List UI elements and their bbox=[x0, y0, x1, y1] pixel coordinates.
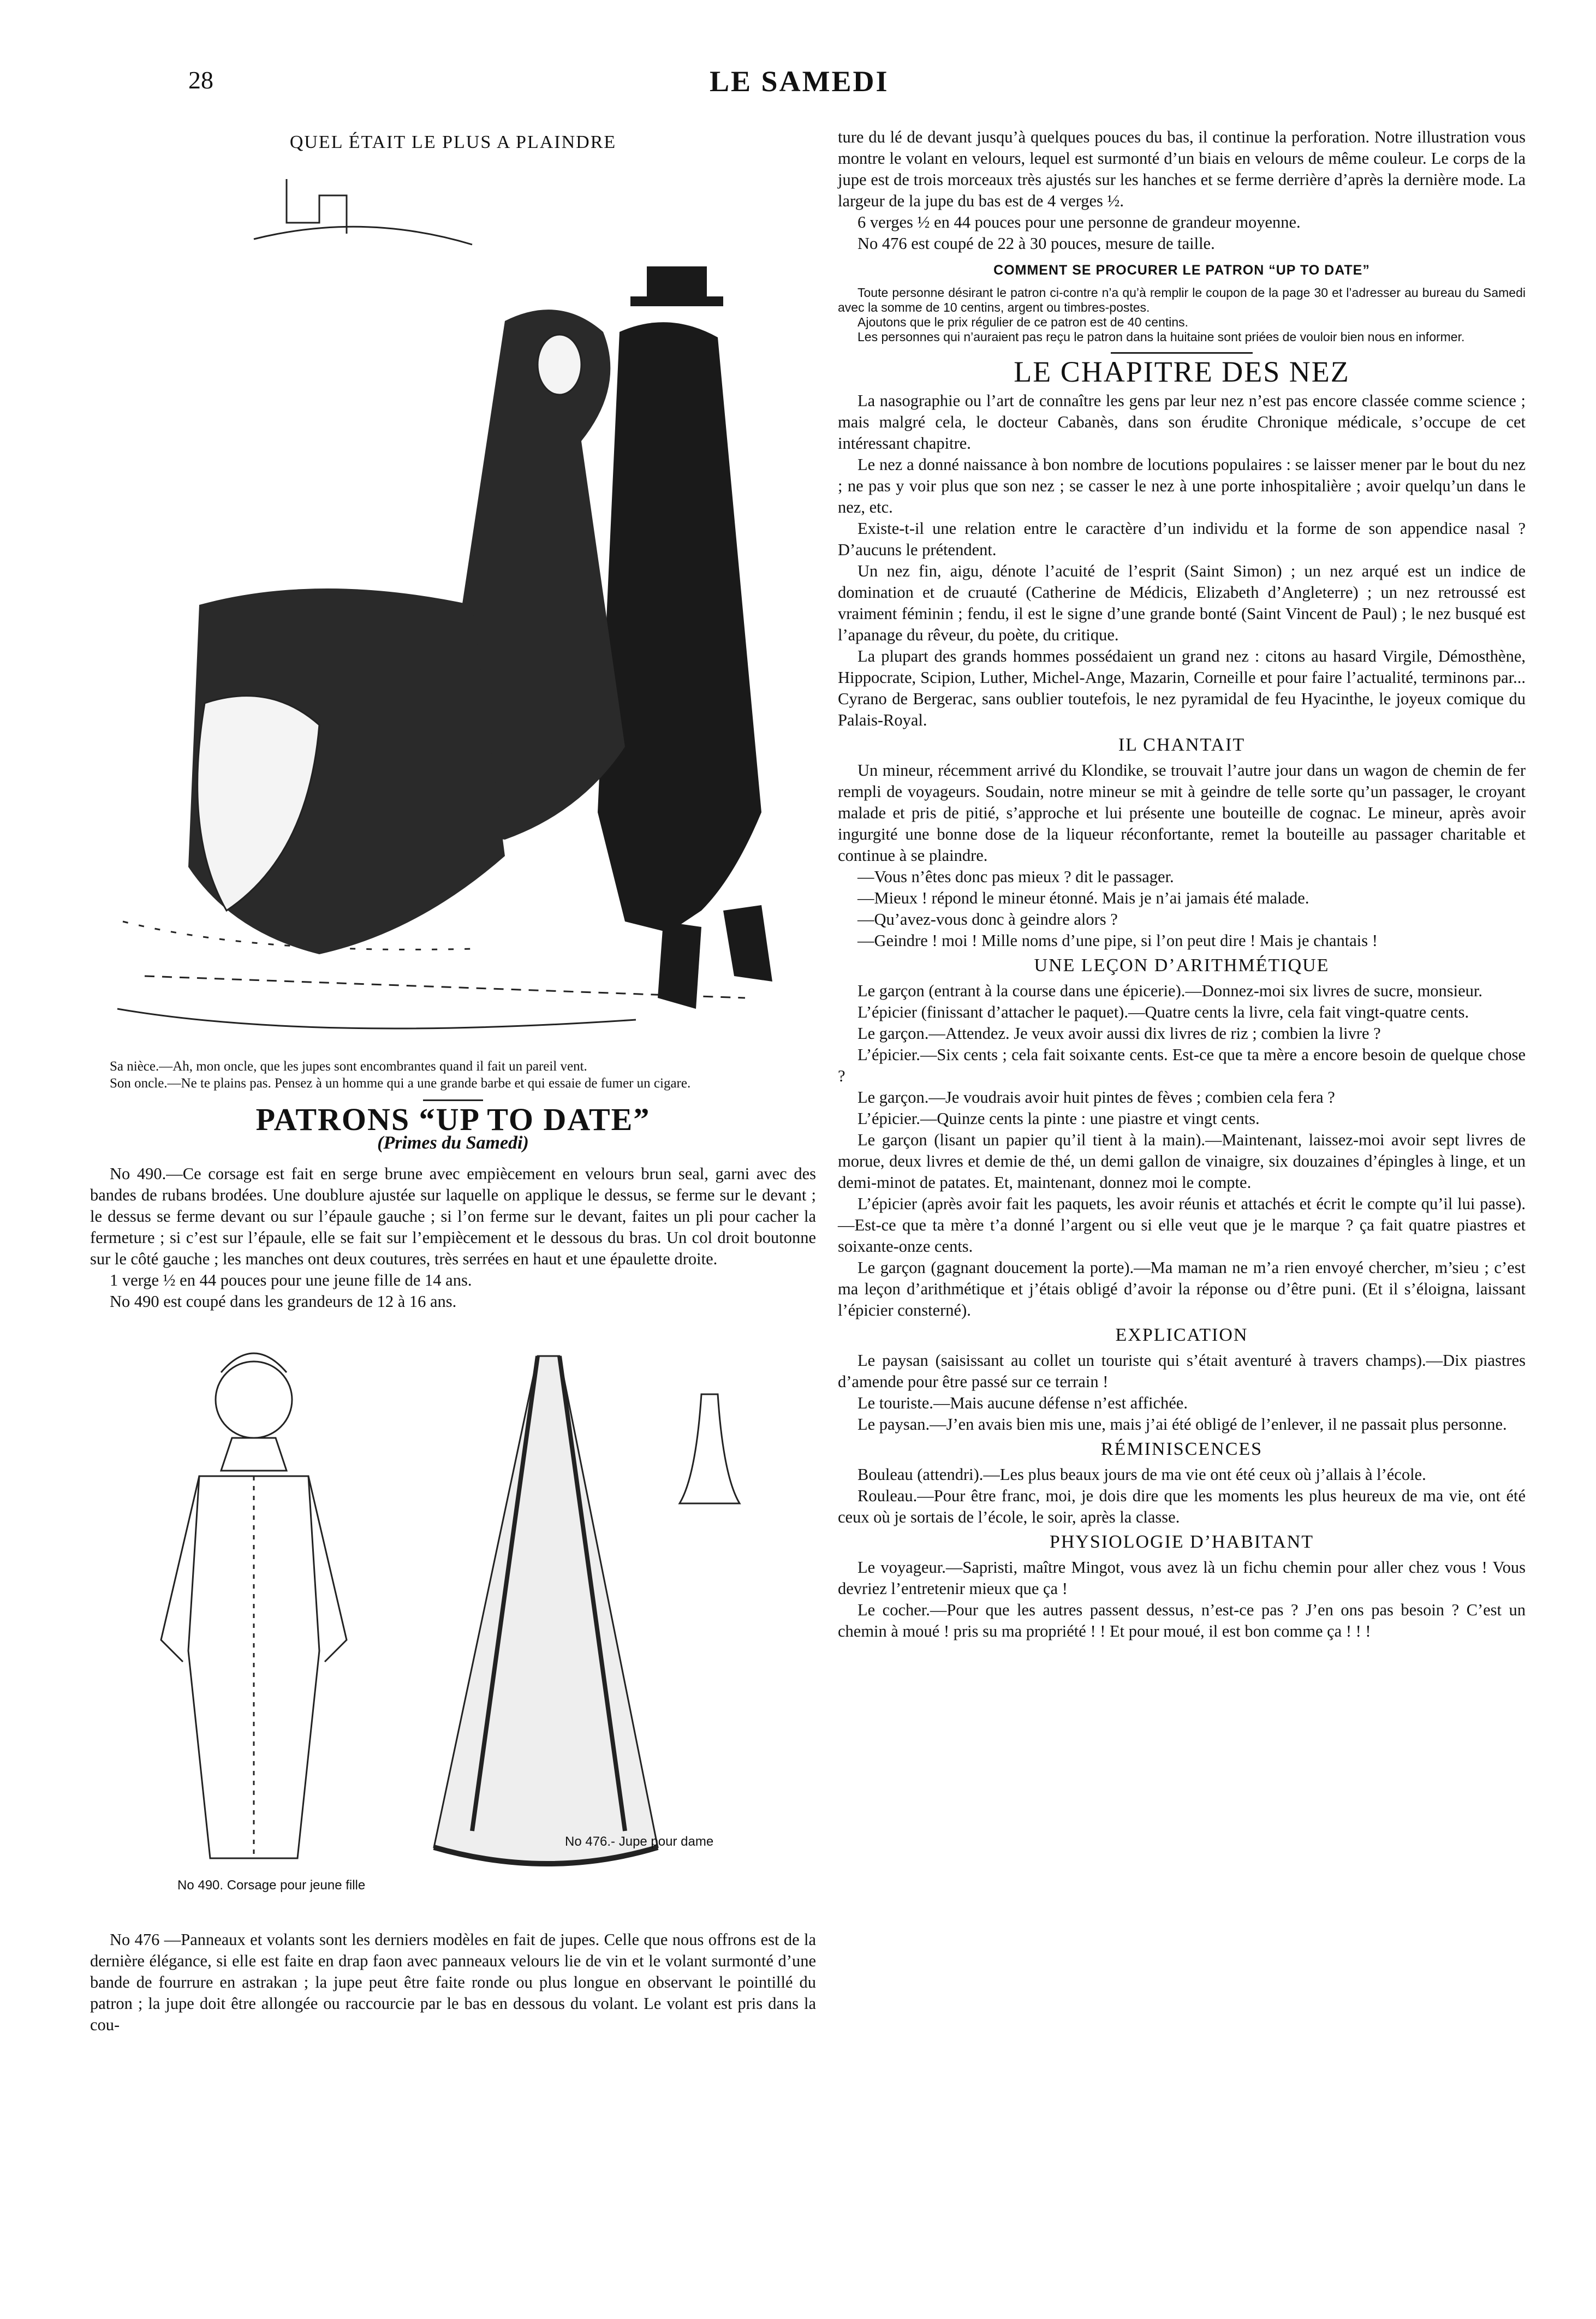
lecon-title: UNE LEÇON D’ARITHMÉTIQUE bbox=[1034, 955, 1330, 976]
how-to-order-title: COMMENT SE PROCURER LE PATRON “UP TO DATE” bbox=[993, 263, 1370, 278]
left-column bbox=[90, 128, 816, 2036]
illustration-caption-2: Son oncle.—Ne te plains pas. Pensez à un homme qui a une grande barbe et qui essaie de fumer un cigare. bbox=[110, 1076, 691, 1091]
chantait-paragraph: —Mieux ! répond le mineur étonné. Mais je n’ai jamais été malade. bbox=[857, 889, 1309, 907]
reminiscences-paragraph: Bouleau (attendri).—Les plus beaux jours de ma vie ont été ceux où j’allais à l’école. bbox=[857, 1465, 1426, 1484]
bodice-and-skirt-drawing bbox=[90, 1312, 816, 1902]
lecon-paragraph: Le garçon.—Je voudrais avoir huit pintes de fèves ; combien cela fera ? bbox=[857, 1088, 1335, 1107]
lecon-paragraph: Le garçon (gagnant doucement la porte).—Ma maman ne m’a rien envoyé chercher, m’sieu ; c’est ma leçon d’arithmétique et j’étais obligé d’avoir la réponse ou d’être puni. (Et il s’éloigna, laissant l’épicier consterné). bbox=[838, 1258, 1526, 1319]
lecon-paragraph: L’épicier (finissant d’attacher le paquet).—Quatre cents la livre, cela fait vingt-quatre cents. bbox=[857, 1003, 1469, 1021]
patrons-paragraph: No 490.—Ce corsage est fait en serge brune avec empiècement en velours brun seal, garni avec des bandes de rubans brodées. Une doublure ajustée sur laquelle on applique le dessus, se ferme sur le devant ; le dessus se ferme devant ou sur l’épaule gauche ; si l’on ferme sur le devant, faites un pli pour cacher la fermeture ; si c’est sur l’épaule, elle se fait sur l’empiècement et le dessous du bras. Un col droit boutonne sur le côté gauche ; les manches ont deux coutures, très serrées en haut et une épaulette droite. bbox=[90, 1164, 816, 1268]
explication-paragraph: Le touriste.—Mais aucune défense n’est affichée. bbox=[857, 1394, 1188, 1412]
winter-scene-illustration bbox=[90, 157, 816, 1063]
physiologie-paragraph: Le cocher.—Pour que les autres passent dessus, n’est-ce pas ? J’en ons pas besoin ? C’est un chemin à moué ! pris su ma propriété ! ! Et pour moué, il est bon comme ça ! ! ! bbox=[838, 1601, 1526, 1640]
illustration-caption-1: Sa nièce.—Ah, mon oncle, que les jupes sont encombrantes quand il fait un pareil vent. bbox=[110, 1059, 587, 1074]
illustration-title: QUEL ÉTAIT LE PLUS A PLAINDRE bbox=[289, 132, 617, 152]
pattern-sizes: No 476 est coupé de 22 à 30 pouces, mesure de taille. bbox=[857, 234, 1215, 253]
explication-title: EXPLICATION bbox=[1115, 1325, 1248, 1345]
figure-caption-476: No 476.- Jupe pour dame bbox=[565, 1834, 714, 1849]
lecon-paragraph: Le garçon.—Attendez. Je veux avoir aussi dix livres de riz ; combien la livre ? bbox=[857, 1024, 1381, 1043]
physiologie-title: PHYSIOLOGIE D’HABITANT bbox=[1049, 1532, 1314, 1552]
patrons-paragraph: No 476 —Panneaux et volants sont les derniers modèles en fait de jupes. Celle que nous offrons est de la dernière élégance, si elle est faite en drap faon avec panneaux velours lie de vin et le volant surmonté d’une bande de fourrure en astrakan ; la jupe peut être faite ronde ou plus longue en observant le pointillé du patron ; la jupe doit être allongée ou raccourcie par le bas en dessous du volant. Le volant est pris dans la cou- bbox=[90, 1930, 816, 2034]
chantait-paragraph: —Qu’avez-vous donc à geindre alors ? bbox=[857, 910, 1118, 929]
lecon-paragraph: Le garçon (entrant à la course dans une épicerie).—Donnez-moi six livres de sucre, monsieur. bbox=[857, 982, 1483, 1000]
patrons-paragraph: 1 verge ½ en 44 pouces pour une jeune fille de 14 ans. bbox=[110, 1271, 472, 1289]
pattern-yardage: 6 verges ½ en 44 pouces pour une personne de grandeur moyenne. bbox=[857, 213, 1301, 231]
nez-paragraph: Existe-t-il une relation entre le caractère d’un individu et la forme de son appendice nasal ? D’aucuns le prétendent. bbox=[838, 519, 1526, 559]
lecon-paragraph: L’épicier.—Quinze cents la pinte : une piastre et vingt cents. bbox=[857, 1109, 1260, 1128]
reminiscences-title: RÉMINISCENCES bbox=[1100, 1439, 1263, 1459]
masthead: LE SAMEDI bbox=[710, 65, 889, 98]
divider bbox=[423, 1099, 483, 1101]
patrons-title: PATRONS “UP TO DATE” bbox=[255, 1102, 651, 1137]
how-to-order-text: Les personnes qui n’auraient pas reçu le patron dans la huitaine sont priées de vouloir bien nous en informer. bbox=[857, 330, 1465, 344]
nez-paragraph: Le nez a donné naissance à bon nombre de locutions populaires : se laisser mener par le bout du nez ; ne pas y voir plus que son nez ; se casser le nez à une porte inhospitalière ; avoir quelqu’un dans le nez, etc. bbox=[838, 455, 1526, 516]
figure-caption-490: No 490. Corsage pour jeune fille bbox=[177, 1878, 366, 1893]
chantait-paragraph: Un mineur, récemment arrivé du Klondike, se trouvait l’autre jour dans un wagon de chemin de fer rempli de voyageurs. Soudain, notre mineur se mit à geindre de telle sorte qu’un passager, le croyant malade et pris de pitié, s’approche et lui présente une bouteille de cognac. Le mineur, après avoir ingurgité une bonne dose de la liqueur réconfortante, remet la bouteille au passager charitable et continue à se plaindre. bbox=[838, 761, 1526, 865]
explication-paragraph: Le paysan.—J’en avais bien mis une, mais j’ai été obligé de l’enlever, il ne passait plus personne. bbox=[857, 1415, 1507, 1434]
lecon-paragraph: Le garçon (lisant un papier qu’il tient à la main).—Maintenant, laissez-moi avoir sept livres de morue, deux livres et demie de thé, un demi gallon de vinaigre, six douzaines d’épingles à linge, et un demi-minot de patates. Et, maintenant, donnez moi le compte. bbox=[838, 1131, 1526, 1192]
pattern-continuation: ture du lé de devant jusqu’à quelques pouces du bas, il continue la perforation. Notre illustration vous montre le volant en velours, lequel est surmonté d’un biais en velours de même couleur. Le corps de la jupe est de trois morceaux très ajustés sur les hanches et se ferme derrière d’après la dernière mode. La largeur de la jupe du bas est de 4 verges ½. bbox=[838, 128, 1526, 210]
nez-paragraph: La plupart des grands hommes possédaient un grand nez : citons au hasard Virgile, Démosthène, Hippocrate, Scipion, Luther, Michel-Ange, Mazarin, Corneille et pour faire l’actualité, terminons par... Cyrano de Bergerac, sans oublier toutefois, le nez pyramidal de feu Hyacinthe, le joyeux comique du Palais-Royal. bbox=[838, 647, 1526, 729]
divider bbox=[1111, 352, 1253, 354]
chantait-paragraph: —Vous n’êtes donc pas mieux ? dit le passager. bbox=[857, 867, 1174, 886]
nez-title: LE CHAPITRE DES NEZ bbox=[1014, 355, 1350, 388]
patrons-paragraph: No 490 est coupé dans les grandeurs de 12 à 16 ans. bbox=[110, 1292, 457, 1311]
explication-paragraph: Le paysan (saisissant au collet un touriste qui s’était aventuré à travers champs).—Dix piastres d’amende pour être passé sur ce terrain ! bbox=[838, 1351, 1526, 1391]
lecon-paragraph: L’épicier (après avoir fait les paquets, les avoir réunis et attachés et écrit le compte qu’il lui passe).—Est-ce que ta mère t’a donné l’argent ou si elle veut que je le marque ? ça fait quatre piastres et soixante-onze cents. bbox=[838, 1194, 1526, 1256]
how-to-order-text: Ajoutons que le prix régulier de ce patron est de 40 centins. bbox=[857, 315, 1189, 329]
chantait-title: IL CHANTAIT bbox=[1118, 735, 1246, 755]
right-column bbox=[838, 127, 1526, 1642]
page-number: 28 bbox=[188, 66, 213, 94]
lecon-paragraph: L’épicier.—Six cents ; cela fait soixante cents. Est-ce que ta mère a encore besoin de quelque chose ? bbox=[838, 1045, 1526, 1085]
pattern-figures bbox=[90, 1312, 816, 1929]
chantait-paragraph: —Geindre ! moi ! Mille noms d’une pipe, si l’on peut dire ! Mais je chantais ! bbox=[857, 931, 1378, 950]
reminiscences-paragraph: Rouleau.—Pour être franc, moi, je dois dire que les moments les plus heureux de ma vie, ont été ceux où je sortais de l’école, le soir, après la classe. bbox=[838, 1486, 1526, 1526]
nez-paragraph: Un nez fin, aigu, dénote l’acuité de l’esprit (Saint Simon) ; un nez arqué est un indice de domination et de cruauté (Catherine de Médicis, Elizabeth d’Angleterre) ; un nez retroussé est vraiment féminin ; fendu, il est le signe d’une grande bonté (Saint Vincent de Paul) ; le nez busqué est l’apanage du rêveur, du poète, du critique. bbox=[838, 562, 1526, 644]
patrons-subtitle: (Primes du Samedi) bbox=[377, 1133, 529, 1153]
nez-paragraph: La nasographie ou l’art de connaître les gens par leur nez n’est pas encore classée comme science ; mais malgré cela, le docteur Cabanès, dans son érudite Chronique médicale, s’occupe de cet intéressant chapitre. bbox=[838, 391, 1526, 453]
how-to-order-text: Toute personne désirant le patron ci-contre n’a qu’à remplir le coupon de la page 30 et l’adresser au bureau du Samedi avec la somme de 10 centins, argent ou timbres-postes. bbox=[838, 286, 1526, 314]
physiologie-paragraph: Le voyageur.—Sapristi, maître Mingot, vous avez là un fichu chemin pour aller chez vous ! Vous devriez l’entretenir mieux que ça ! bbox=[838, 1558, 1526, 1598]
